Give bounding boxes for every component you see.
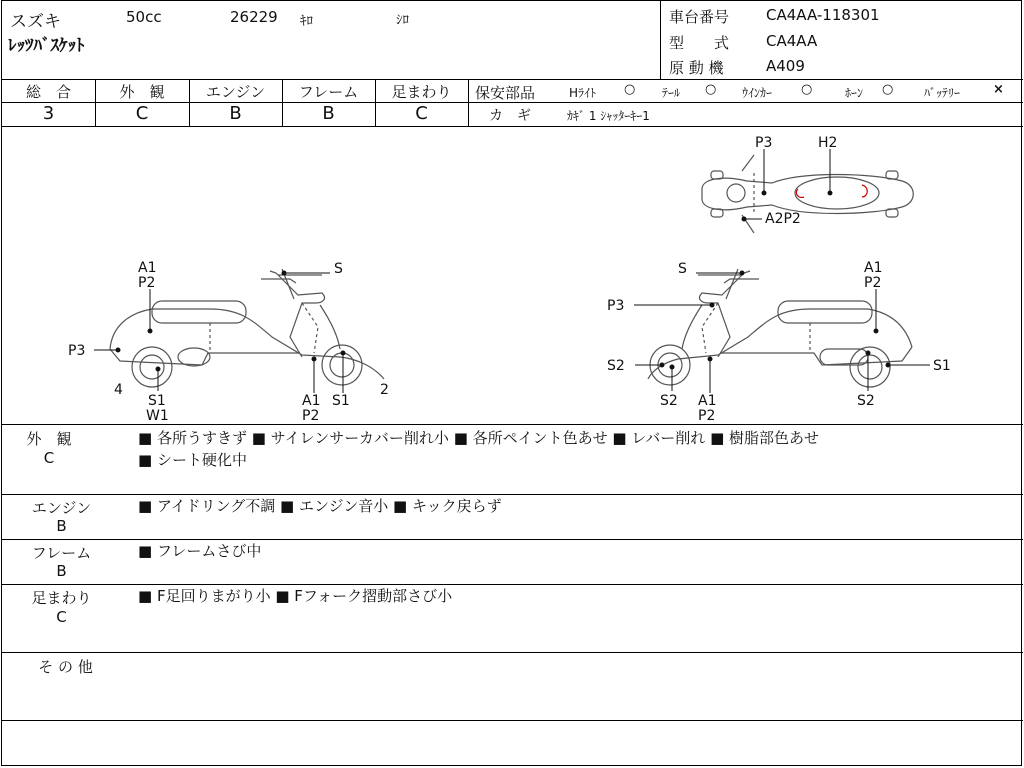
safety-item-tail: ﾃｰﾙ — [662, 86, 681, 100]
total-label: 総 合 — [25, 83, 71, 101]
engine-value: A409 — [766, 57, 805, 75]
safety-item-headlight: Hﾗｲﾄ — [569, 86, 597, 100]
frame-no: CA4AA-118301 — [766, 6, 880, 24]
label-left-2: 2 — [380, 382, 389, 398]
engine-grade-label: エンジン — [205, 83, 266, 101]
rule — [2, 424, 1023, 425]
key-value: ｶｷﾞ 1 ｼｬｯﾀｰｷｰ1 — [567, 109, 650, 123]
engine-grade: B — [229, 103, 242, 124]
frame-grade: B — [322, 103, 335, 124]
top-view-scooter — [702, 155, 913, 233]
label-right-p2: P2 — [864, 275, 882, 291]
label-top-h2: H2 — [818, 135, 838, 151]
note-engine-items: ■ アイドリング不調 ■ エンジン音小 ■ キック戻らず — [138, 497, 502, 515]
note-exterior-grade: C — [43, 449, 55, 467]
note-exterior-items-1: ■ 各所うすきず ■ サイレンサーカバー削れ小 ■ 各所ペイント色あせ ■ レバー削れ ■ 樹脂部色あせ — [138, 429, 820, 447]
note-engine-grade: B — [56, 517, 67, 535]
note-other-label: そ の 他 — [38, 658, 93, 676]
note-suspension-label: 足まわり — [31, 589, 92, 607]
label-right-s1: S1 — [933, 358, 951, 374]
displacement: 50cc — [126, 8, 162, 26]
safety-item-winker: ｳｲﾝｶｰ — [742, 86, 773, 100]
label-left-a1b: A1 — [302, 393, 321, 409]
label-right-s2c: S2 — [857, 393, 875, 409]
damage-diagram — [2, 127, 1023, 424]
suspension-grade-label: 足まわり — [391, 83, 452, 101]
inspection-sheet — [1, 0, 1022, 766]
label-top-p3: P3 — [755, 135, 773, 151]
note-suspension-grade: C — [56, 608, 67, 626]
note-frame-grade: B — [56, 562, 67, 580]
label-right-s2b: S2 — [660, 393, 678, 409]
label-right-p3: P3 — [607, 298, 625, 314]
key-label: カ ギ — [489, 108, 531, 124]
label-left-s1b: S1 — [332, 393, 350, 409]
suspension-grade: C — [415, 103, 428, 124]
frame-grade-label: フレーム — [298, 83, 359, 101]
label-right-s: S — [678, 261, 687, 277]
label-right-p2b: P2 — [698, 408, 716, 424]
rule — [2, 720, 1023, 721]
safety-label: 保安部品 — [475, 84, 536, 102]
mileage: 26229 — [230, 8, 278, 26]
label-top-a2p2: A2P2 — [765, 211, 801, 227]
exterior-label: 外 観 — [119, 83, 165, 101]
safety-mark-winker: ○ — [801, 82, 813, 97]
label-right-a1b: A1 — [698, 393, 717, 409]
note-engine-label: エンジン — [31, 499, 92, 517]
frame-no-label: 車台番号 — [669, 8, 730, 26]
label-left-p3: P3 — [68, 343, 86, 359]
label-left-4: 4 — [114, 382, 123, 398]
damage-markers — [94, 149, 930, 393]
note-exterior-items-2: ■ シート硬化中 — [138, 451, 247, 469]
safety-mark-horn: ○ — [882, 82, 894, 97]
label-left-w1: W1 — [146, 408, 169, 424]
type-label: 型 式 — [669, 34, 730, 52]
model-name: ﾚｯﾂﾊﾞｽｹｯﾄ — [8, 36, 85, 56]
label-left-s1: S1 — [148, 393, 166, 409]
safety-mark-tail: ○ — [705, 82, 717, 97]
label-left-p2: P2 — [138, 275, 156, 291]
mileage-unit: ｷﾛ — [300, 14, 313, 29]
rule — [2, 652, 1023, 653]
exterior-grade: C — [135, 103, 149, 124]
type-value: CA4AA — [766, 32, 818, 50]
note-suspension-items: ■ F足回りまがり小 ■ Fフォーク摺動部さび小 — [138, 587, 453, 605]
rule — [2, 79, 1023, 80]
label-left-s: S — [334, 261, 343, 277]
label-left-p2b: P2 — [302, 408, 320, 424]
safety-item-battery: ﾊﾞｯﾃﾘｰ — [924, 86, 961, 100]
safety-item-horn: ﾎｰﾝ — [845, 86, 864, 100]
label-left-a1: A1 — [138, 260, 157, 276]
safety-mark-battery: × — [993, 82, 1004, 97]
note-frame-label: フレーム — [31, 544, 92, 562]
safety-mark-headlight: ○ — [624, 82, 636, 97]
rule — [468, 102, 1023, 103]
label-right-a1: A1 — [864, 260, 883, 276]
header-divider — [660, 1, 661, 79]
engine-label: 原 動 機 — [669, 59, 724, 77]
label-right-s2a: S2 — [607, 358, 625, 374]
total-grade: 3 — [42, 103, 55, 124]
maker: スズキ — [10, 12, 61, 32]
note-frame-items: ■ フレームさび中 — [138, 542, 262, 560]
color: ｼﾛ — [396, 13, 409, 28]
note-exterior-label: 外 観 — [26, 430, 72, 448]
